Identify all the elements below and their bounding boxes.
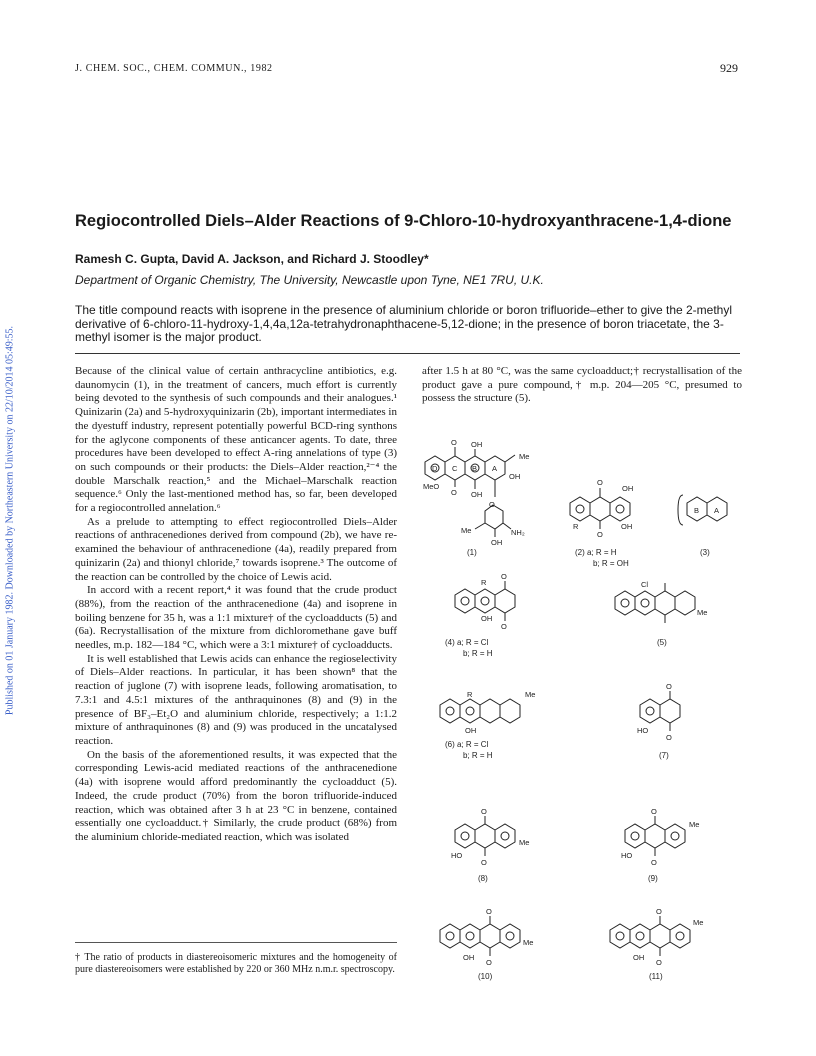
atom-label: HO (451, 851, 463, 860)
atom-label: OH (463, 953, 475, 962)
ring-label-b: B (472, 464, 478, 473)
structure-label: (11) (649, 972, 663, 981)
atom-label: Me (689, 820, 700, 829)
atom-label: Cl (641, 580, 649, 589)
ring-label-a: A (714, 506, 720, 515)
download-sidebar (0, 0, 20, 1056)
structure-10 (440, 907, 533, 981)
atom-label: O (481, 807, 487, 816)
atom-label: Me (519, 838, 530, 847)
atom-label: OH (481, 614, 493, 623)
atom-label: O (501, 622, 507, 631)
atom-label: O (666, 733, 672, 742)
structure-label-b: b; R = OH (593, 559, 629, 568)
atom-label: HO (637, 726, 649, 735)
atom-label: O (651, 858, 657, 867)
body-column-right: after 1.5 h at 80 °C, was the same cycloadduct;† recrystallisation of the product gave a pure compound,† m.p. 204—205 °C, presumed to possess the structure (5). (422, 365, 742, 405)
structure-label: (4) a; R = Cl (445, 638, 489, 647)
atom-label: OH (621, 522, 633, 531)
atom-label: OH (622, 484, 634, 493)
abstract: The title compound reacts with isoprene in the presence of aluminium chloride or boron trifluoride–ether to give the 2-methyl derivative of 6-chloro-11-hydroxy-1,4,4a,12a-tetrahydronaphthacene-5,12-dione; in the presence of boron triacetate, the 3-methyl isomer is the major product. (75, 303, 733, 344)
structure-label: (6) a; R = Cl (445, 740, 489, 749)
atom-label: OH (509, 472, 521, 481)
structure-3 (678, 495, 727, 557)
structure-label-b: b; R = H (463, 649, 493, 658)
paragraph: As a prelude to attempting to effect regiocontrolled Diels–Alder reactions of anthracenediones derived from compound (2b), we have re-examined the behaviour of anthracenedione (4a), readily prepared from quinizarin (2a) and thionyl chloride,⁷ towards isoprene.³ The outcome of the reaction can be controlled by the choice of Lewis acid. (75, 515, 397, 583)
paragraph: Because of the clinical value of certain anthracycline antibiotics, e.g. daunomycin (1), in the treatment of cancers, much effort is currently being devoted to the synthesis of such compounds and their analogues.¹ Quinizarin (2a) and 5-hydroxyquinizarin (2b), important intermediates in the dyestuff industry, represent potentially powerful BCD-ring synthons for the aglycone components of these anticancer agents. To date, three procedures have been developed to effect A-ring annelations of type (3) on such compounds or their products: the Diels–Alder reaction,²⁻⁴ the double Marschalk reaction,⁵ and the Michael–Marschalk reaction sequence.⁶ Only the last-mentioned method has, so far, been developed for a regiocontrolled annelation.⁶ (75, 365, 397, 515)
atom-label: OH (633, 953, 645, 962)
atom-label: O (501, 572, 507, 581)
ring-label-d: D (432, 464, 438, 473)
authors: Ramesh C. Gupta, David A. Jackson, and Richard J. Stoodley* (75, 252, 429, 266)
ring-label-c: C (452, 464, 458, 473)
atom-label: Me (697, 608, 708, 617)
atom-label: R (481, 578, 487, 587)
affiliation: Department of Organic Chemistry, The University, Newcastle upon Tyne, NE1 7RU, U.K. (75, 273, 544, 287)
structure-4 (445, 572, 515, 658)
atom-label: OH (471, 490, 483, 499)
title-rule (75, 353, 740, 354)
atom-label: O (486, 958, 492, 967)
atom-label: O (489, 500, 495, 509)
structure-8 (451, 807, 529, 883)
structure-label: (1) (467, 548, 477, 557)
body-column-left (75, 365, 397, 845)
atom-label: HO (621, 851, 633, 860)
atom-label: R (467, 690, 473, 699)
structure-label: (9) (648, 874, 658, 883)
paragraph: In accord with a recent report,⁴ it was found that the crude product (88%), from the reaction of the anthracenedione (4a) and isoprene in boiling benzene for 35 h, was a 1:1 mixture† of the cycloadducts (5) and (6a). Recrystallisation of the mixture from dichloromethane gave buff needles, m.p. 182—184 °C, which were a 3:1 mixture† of cycloadducts. (75, 584, 397, 652)
structure-2 (570, 478, 633, 568)
atom-label: OH (465, 726, 477, 735)
atom-label: O (451, 488, 457, 497)
paragraph: On the basis of the aforementioned results, it was expected that the corresponding Lewis-acid mediated reactions of the anthracenedione (4a) with isoprene would afford predominantly the cycloadduct (5). Indeed, the crude product (70%) from the boron trifluoride-induced reaction, which was obtained after 3 h at 23 °C in benzene, contained essentially one cycloadduct.† Similarly, the crude product (68%) from the aluminium chloride-mediated reaction, which was isolated (75, 748, 397, 843)
atom-label: Me (519, 452, 530, 461)
structure-label: (2) a; R = H (575, 548, 617, 557)
running-header: J. CHEM. SOC., CHEM. COMMUN., 1982 (75, 63, 273, 74)
structure-7 (637, 682, 680, 760)
atom-label: O (666, 682, 672, 691)
atom-label: O (486, 907, 492, 916)
structure-11 (610, 907, 703, 981)
structure-9 (621, 807, 699, 883)
structure-label: (10) (478, 972, 493, 981)
structure-6 (440, 690, 535, 760)
structure-5 (615, 580, 707, 647)
atom-label: O (597, 478, 603, 487)
structure-label-b: b; R = H (463, 751, 493, 760)
structure-label: (8) (478, 874, 488, 883)
atom-label: OH (471, 440, 483, 449)
atom-label: Me (693, 918, 704, 927)
atom-label: O (656, 907, 662, 916)
atom-label: Me (523, 938, 534, 947)
ring-label-b: B (694, 506, 700, 515)
structure-label: (7) (659, 751, 669, 760)
atom-label: OH (491, 538, 503, 547)
atom-label: R (573, 522, 579, 531)
paragraph: It is well established that Lewis acids can enhance the regioselectivity of Diels–Alder reactions. In particular, it has been shown⁸ that the reaction of juglone (7) with isoprene leads, following aromatisation, to 7.3:1 and 4.5:1 mixtures of the anthraquinones (8) and (9) in the presence of BF₃–Et₂O and aluminium chloride, respectively; a 1:1.2 mixture of anthraquinones (8) and (9) was produced in the uncatalysed reaction. (75, 652, 397, 747)
footnote-rule (75, 942, 397, 943)
ring-label-a: A (492, 464, 498, 473)
atom-label: O (451, 438, 457, 447)
structure-1 (423, 438, 529, 557)
atom-label: O (656, 958, 662, 967)
footnote: † The ratio of products in diastereoisomeric mixtures and the homogeneity of pure diastereoisomers were established by 220 or 360 MHz n.m.r. spectroscopy. (75, 952, 397, 975)
download-note[interactable]: Published on 01 January 1982. Downloaded by Northeastern University on 22/10/2014 05:49:55. (4, 325, 16, 716)
atom-label: MeO (423, 482, 440, 491)
structures-figure (415, 415, 750, 985)
atom-label: O (481, 858, 487, 867)
structure-label: (3) (700, 548, 710, 557)
article-title: Regiocontrolled Diels–Alder Reactions of 9-Chloro-10-hydroxyanthracene-1,4-dione (75, 212, 732, 230)
structure-label: (5) (657, 638, 667, 647)
page-number: 929 (720, 61, 738, 75)
atom-label: O (651, 807, 657, 816)
atom-label: O (597, 530, 603, 539)
atom-label: Me (461, 526, 472, 535)
atom-label: Me (525, 690, 536, 699)
atom-label: NH₂ (511, 528, 525, 537)
